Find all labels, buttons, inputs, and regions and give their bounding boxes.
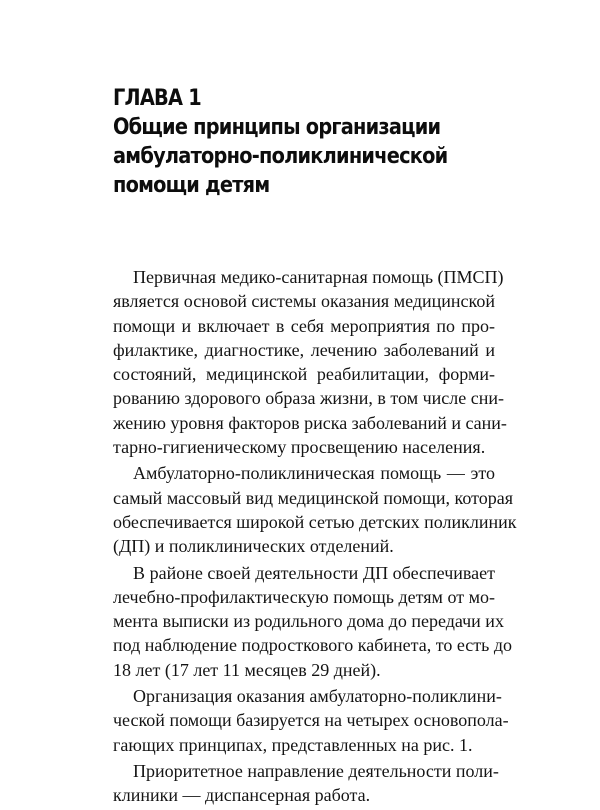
paragraph-pmsp [113,265,507,459]
text-line: ческой помощи базируется на четырех основопола- [113,710,509,731]
chapter-number: ГЛАВА 1 [113,85,201,111]
text-line: Приоритетное направление деятельности поли- [133,760,499,781]
text-line: тарно-гигиеническому просвещению населения. [113,437,486,458]
text-line: Первичная медико-санитарная помощь (ПМСП) [133,267,504,287]
text-line: под наблюдение подросткового кабинета, то есть до [113,635,512,656]
paragraph-outpatient-care [113,461,517,558]
chapter-title-line: помощи детям [113,172,270,198]
text-line: 18 лет (17 лет 11 месяцев 29 дней). [113,659,381,680]
chapter-title-line: амбулаторно-поликлинической [113,143,448,169]
text-line: гающих принципах, представленных на рис. 1. [113,734,473,755]
text-line: (ДП) и поликлинических отделений. [113,536,394,557]
text-line: лечебно-профилактическую помощь детям от мо- [113,586,495,607]
paragraph-principles [113,684,509,757]
text-line: самый массовый вид медицинской помощи, которая [113,487,514,508]
paragraph-district-care [113,561,512,682]
text-line: Организация оказания амбулаторно-поликлини- [133,686,502,707]
chapter-heading [113,84,457,200]
text-line: состояний, медицинской реабилитации, форми- [113,364,495,385]
text-line: В районе своей деятельности ДП обеспечивает [133,562,495,583]
chapter-title-line: Общие принципы организации [113,114,441,140]
text-line: помощи и включает в себя мероприятия по про- [113,315,495,336]
text-line: жению уровня факторов риска заболеваний и сани- [113,412,507,433]
body-text [113,265,517,810]
text-line: обеспечивается широкой сетью детских поликлиник [113,511,517,532]
text-line: Амбулаторно-поликлиническая помощь — это [133,463,495,484]
text-line: является основой системы оказания медицинской [113,291,495,312]
text-line: филактике, диагностике, лечению заболеваний и [113,339,495,360]
text-line: клиники — диспансерная работа. [113,785,371,806]
text-line: мента выписки из родильного дома до передачи их [113,611,504,632]
paragraph-priority [113,759,499,808]
text-line: рованию здорового образа жизни, в том числе сни- [113,388,504,409]
